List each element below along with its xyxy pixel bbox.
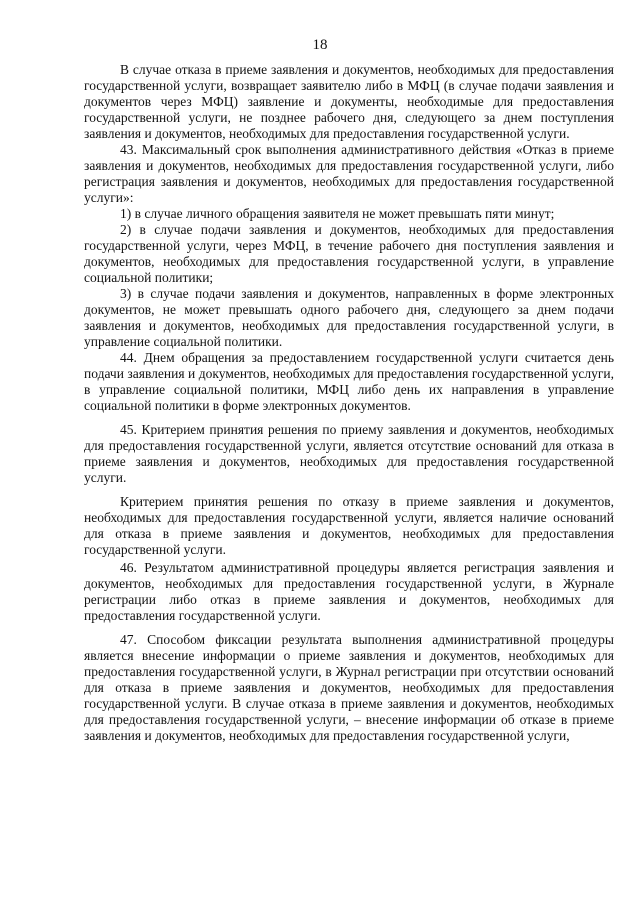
paragraph-43-item-3: 3) в случае подачи заявления и документов, направленных в форме электронных документов, не может превышать одного рабочего дня, следующего за днем подачи заявления и документов, необходимых для предоставления государственной услуги, в управление социальной политики. — [84, 286, 614, 349]
paragraph-43: 43. Максимальный срок выполнения административного действия «Отказ в приеме заявления и документов, необходимых для предоставления государственной услуги, либо регистрация заявления и документов, необходимых для предоставления государственной услуги»: — [84, 142, 614, 205]
paragraph-refusal-return: В случае отказа в приеме заявления и документов, необходимых для предоставления государственной услуги, возвращает заявителю либо в МФЦ (в случае подачи заявления и документов через МФЦ) заявление и документы, необходимые для предоставления государственной услуги, не позднее рабочего дня, следующего за днем поступления заявления и документов, необходимых для предоставления государственной услуги. — [84, 62, 614, 141]
paragraph-45: 45. Критерием принятия решения по приему заявления и документов, необходимых для предоставления государственной услуги, является отсутствие оснований для отказа в приеме заявления и документов, необходимых для предоставления государственной услуги. — [84, 422, 614, 485]
paragraph-43-item-1: 1) в случае личного обращения заявителя не может превышать пяти минут; — [120, 206, 555, 221]
page-number: 18 — [312, 37, 328, 53]
paragraph-45-refusal-criterion: Критерием принятия решения по отказу в приеме заявления и документов, необходимых для предоставления государственной услуги, является наличие оснований для отказа в приеме заявления и документов, необходимых для предоставления государственной услуги. — [84, 494, 614, 557]
paragraph-47: 47. Способом фиксации результата выполнения административной процедуры является внесение информации о приеме заявления и документов, необходимых для предоставления государственной услуги, в Журнал регистрации при отсутствии оснований для отказа в приеме заявления и документов, необходимых для предоставления государственной услуги. В случае отказа в приеме заявления и документов, необходимых для предоставления государственной услуги, – внесение информации об отказе в приеме заявления и документов, необходимых для предоставления государственной услуги, — [84, 632, 614, 743]
document-body — [84, 62, 614, 744]
paragraph-46: 46. Результатом административной процедуры является регистрация заявления и документов, необходимых для предоставления государственной услуги, в Журнале регистрации либо отказ в приеме заявления и документов, необходимых для предоставления государственной услуги. — [84, 560, 614, 623]
paragraph-44: 44. Днем обращения за предоставлением государственной услуги считается день подачи заявления и документов, необходимых для предоставления государственной услуги, в управление социальной политики, МФЦ либо день их направления в управление социальной политики в форме электронных документов. — [84, 350, 614, 413]
paragraph-43-item-2: 2) в случае подачи заявления и документов, необходимых для предоставления государственной услуги, через МФЦ, в течение рабочего дня поступления заявления и документов, необходимых для предоставления государственной услуги, в управление социальной политики; — [84, 222, 614, 285]
